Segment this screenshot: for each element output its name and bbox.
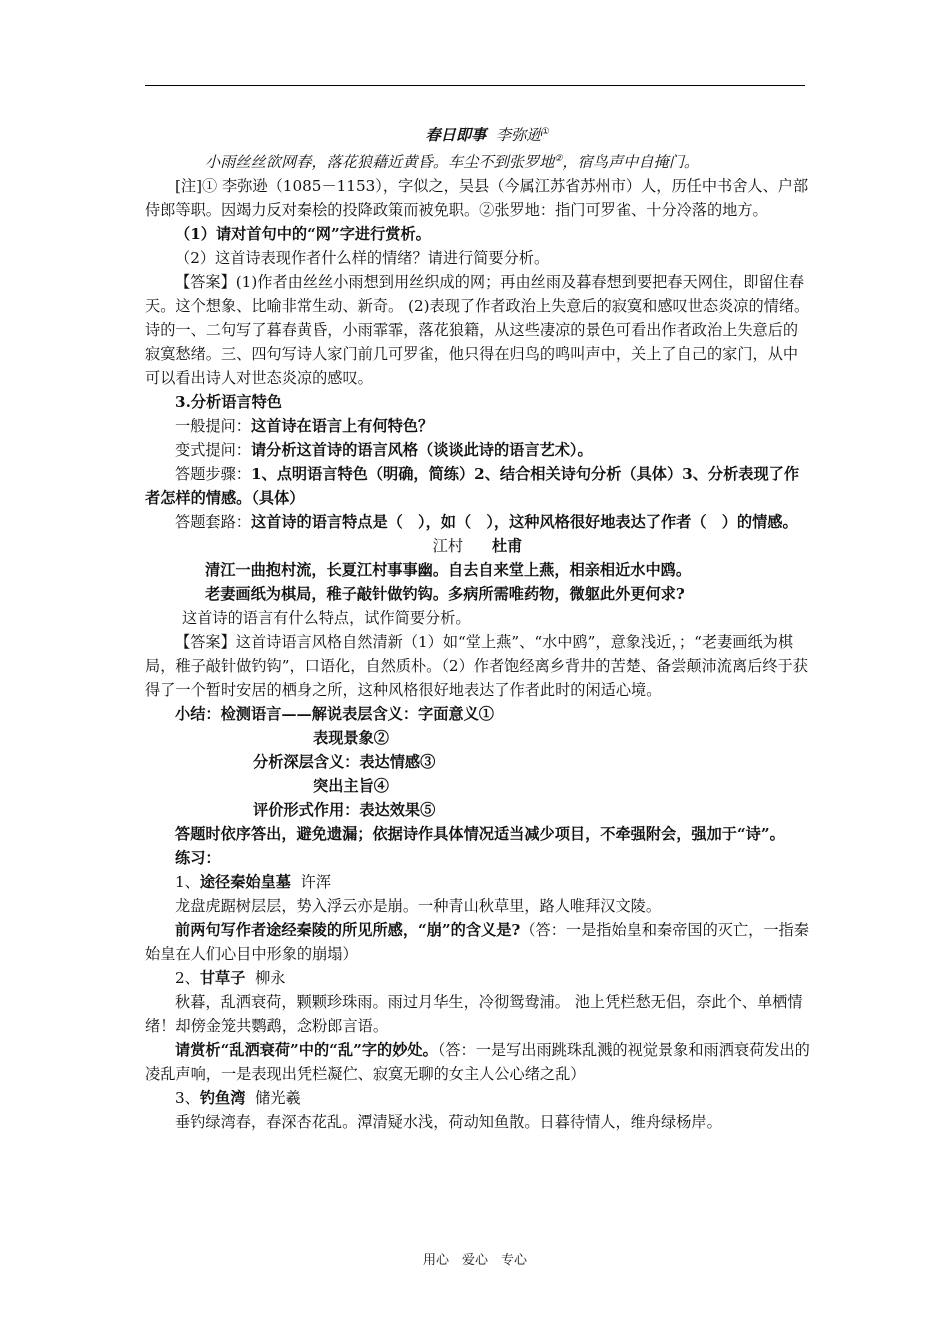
poem2-question: 这首诗的语言有什么特点，试作简要分析。: [182, 609, 471, 628]
poem1-answer: 【答案】(1)作者由丝丝小雨想到用丝织成的网；再由丝雨及暮春想到要把春天网住，即留住春天。这个想象、比喻非常生动、新奇。 (2)表现了作者政治上失意后的寂寞和感叹世态炎凉的情绪。诗的一、二句写了暮春黄昏，小雨霏霏，落花狼籍，从这些凄凉的景色可看出作者政治上失意后的寂寞愁绪。三、四句写诗人家门前几可罗雀，他只得在归鸟的鸣叫声中，关上了自己的家门，从中可以看出诗人对世态炎凉的感叹。: [145, 273, 810, 388]
note-mark: ①: [541, 127, 550, 137]
practice1-title-line: 1、途径秦始皇墓 许浑: [175, 873, 332, 892]
answer-formula: 答题套路：这首诗的语言特点是（ ），如（ ），这种风格很好地表达了作者（ ）的情感。: [175, 513, 798, 532]
poem2-line-a: 清江一曲抱村流，长夏江村事事幽。自去自来堂上燕，相亲相近水中鸥。: [205, 561, 691, 580]
answer-steps: 答题步骤：1、点明语言特色（明确，简练）2、结合相关诗句分析（具体）3、分析表现了作者怎样的情感。（具体）: [145, 465, 800, 508]
general-question: 一般提问：这首诗在语言上有何特色？: [175, 417, 434, 436]
practice3-text: 垂钓绿湾春，春深杏花乱。潭清疑水浅，荷动知鱼散。日暮待情人，维舟绿杨岸。: [175, 1113, 722, 1132]
header-rule: [145, 85, 805, 86]
summary-line-1: 小结：检测语言——解说表层含义：字面意义①: [175, 705, 494, 724]
practice2-title-line: 2、甘草子 柳永: [175, 969, 286, 988]
poem2-line-b: 老妻画纸为棋局，稚子敲针做钓钩。多病所需唯药物，微躯此外更何求?: [205, 585, 685, 604]
poem2-title: 江村: [432, 537, 464, 556]
poem1-question-1: （1）请对首句中的“网”字进行赏析。: [175, 225, 431, 244]
section3-heading: 3.分析语言特色: [175, 393, 282, 412]
poem1-title-line: [145, 120, 810, 147]
practice3-title-line: 3、钓鱼湾 储光羲: [175, 1089, 301, 1108]
poem2-title-line: [145, 534, 810, 558]
poem1-author: 李弥逊: [495, 126, 542, 145]
poem1-note: [注]① 李弥逊（1085－1153），字似之，吴县（今属江苏省苏州市）人，历任中书舍人、户部侍郎等职。因竭力反对秦桧的投降政策而被免职。②张罗地：指门可罗雀、十分冷落的地方。: [145, 177, 809, 220]
summary-line-3: 分析深层含义：表达情感③: [253, 753, 436, 772]
summary-line-5: 评价形式作用：表达效果⑤: [253, 801, 436, 820]
poem2-answer: 【答案】这首诗语言风格自然清新（1）如“堂上燕”、“水中鸥”，意象浅近，；“老妻画纸为棋局，稚子敲针做钓钩”，口语化，自然质朴。（2）作者饱经离乡背井的苦楚、备尝颠沛流离后终于获得了一个暂时安居的栖身之所，这种风格很好地表达了作者此时的闲适心境。: [145, 633, 808, 700]
poem2-author: 杜甫: [491, 537, 523, 556]
practice-heading: 练习：: [175, 849, 221, 868]
summary-line-6: 答题时依序答出，避免遗漏；依据诗作具体情况适当减少项目，不牵强附会，强加于“诗”。: [175, 825, 785, 844]
poem1-title: 春日即事: [425, 126, 487, 145]
summary-line-2: 表现景象②: [313, 729, 389, 748]
poem1-text: 小雨丝丝欲网春，落花狼藉近黄昏。车尘不到张罗地②，宿鸟声中自掩门。: [205, 153, 700, 172]
summary-line-4: 突出主旨④: [313, 777, 389, 796]
practice2-text: 秋暮，乱洒衰荷，颗颗珍珠雨。雨过月华生，冷彻鸳鸯浦。 池上凭栏愁无侣，奈此个、单栖情绪！却傍金笼共鹦鹉，念粉郎言语。: [145, 993, 803, 1036]
practice1-question: 前两句写作者途经秦陵的所见所感，“崩”的含义是?（答：一是指始皇和秦帝国的灭亡，一指秦始皇在人们心目中形象的崩塌）: [145, 921, 809, 964]
poem1-question-2: （2）这首诗表现作者什么样的情绪？请进行简要分析。: [175, 249, 550, 268]
page-footer: 用心 爱心 专心: [422, 1253, 527, 1268]
practice1-text: 龙盘虎踞树层层，势入浮云亦是崩。一种青山秋草里，路人唯拜汉文陵。: [175, 897, 661, 916]
document-body: [145, 120, 810, 1134]
variant-question: 变式提问：请分析这首诗的语言风格（谈谈此诗的语言艺术）。: [175, 441, 593, 460]
practice2-question: 请赏析“乱洒衰荷”中的“乱”字的妙处。（答：一是写出雨跳珠乱溅的视觉景象和雨洒衰荷发出的凌乱声响，一是表现出凭栏凝伫、寂寞无聊的女主人公心绪之乱）: [145, 1041, 810, 1084]
